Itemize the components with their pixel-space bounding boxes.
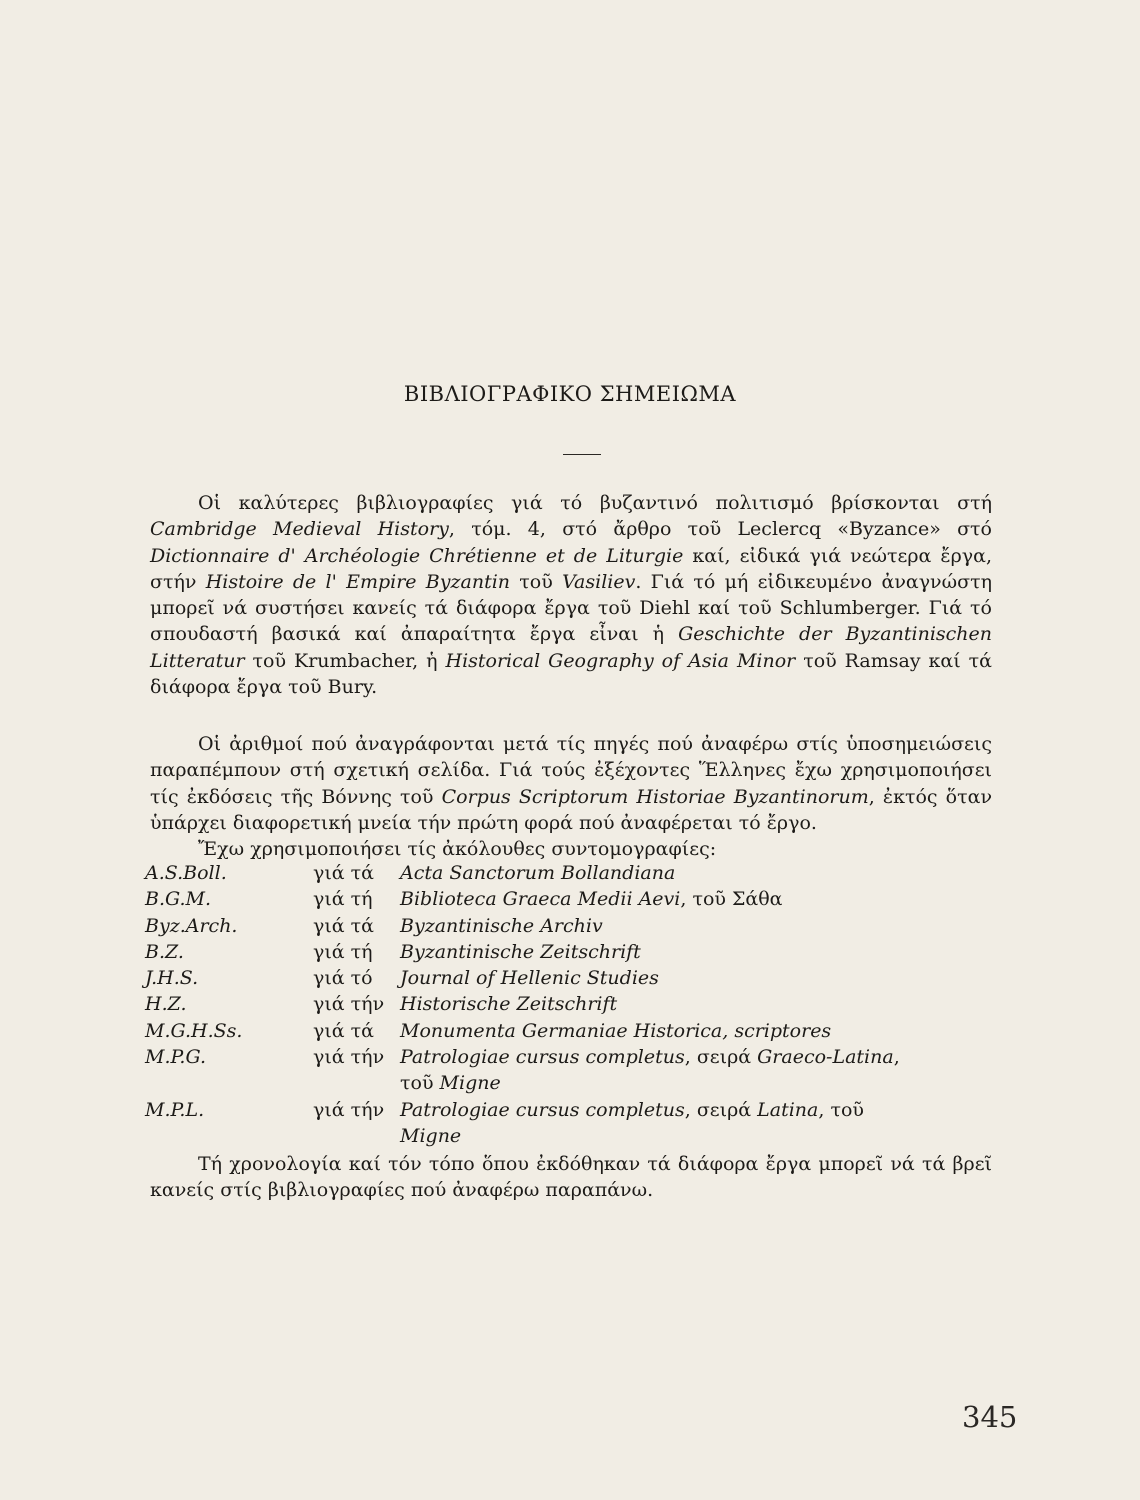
paragraph-2-text bbox=[150, 731, 992, 836]
abbreviation-row bbox=[145, 939, 905, 965]
page-number: 345 bbox=[962, 1400, 1018, 1434]
text-run-italic: Histoire de l' Empire Byzantin bbox=[205, 570, 511, 593]
paragraph-1-text bbox=[150, 490, 992, 700]
abbreviation-row bbox=[145, 913, 905, 939]
text-run-italic: Corpus Scriptorum Historiae Byzantinorum bbox=[441, 785, 869, 808]
abbreviation-title bbox=[400, 886, 905, 912]
abbreviation-title-italic: Migne bbox=[400, 1124, 462, 1147]
title-rule bbox=[563, 454, 601, 455]
text-run-italic: Geschichte der Byzantinischen Litteratur bbox=[150, 623, 992, 672]
abbreviation-title-text: , σειρά bbox=[684, 1046, 758, 1069]
abbreviations-table bbox=[145, 860, 905, 1149]
text-run-text: τοῦ Krumbacher, ἡ bbox=[244, 649, 446, 672]
abbreviations-intro-text: Ἔχω χρησιμοποιήσει τίς ἀκόλουθες συντομογραφίες: bbox=[198, 838, 717, 860]
abbreviations-intro bbox=[150, 836, 992, 862]
text-run-italic: Dictionnaire d' Archéologie Chrétienne et de Liturgie bbox=[150, 544, 684, 567]
abbreviation-code: J.H.S. bbox=[145, 967, 199, 990]
abbreviation-code: B.Z. bbox=[145, 940, 184, 963]
abbreviation-title-italic: Latina bbox=[757, 1098, 819, 1121]
abbreviation-title bbox=[400, 991, 905, 1017]
abbreviation-preposition: γιά τό bbox=[313, 967, 373, 990]
abbreviation-title-italic: Migne bbox=[439, 1072, 501, 1095]
abbreviation-title-italic: Patrologiae cursus completus bbox=[400, 1046, 685, 1069]
abbreviation-title-italic: Byzantinische Zeitschrift bbox=[400, 940, 641, 963]
abbreviation-title bbox=[400, 860, 905, 886]
abbreviation-code: A.S.Boll. bbox=[145, 862, 227, 884]
abbreviation-title-italic: Patrologiae cursus completus bbox=[400, 1098, 685, 1121]
abbreviation-preposition: γιά τά bbox=[313, 862, 375, 884]
abbreviation-title bbox=[400, 1097, 905, 1150]
abbreviation-preposition: γιά τή bbox=[313, 940, 373, 963]
abbreviation-title-text: , τοῦ Σάθα bbox=[680, 888, 783, 911]
text-run-text: , ἐκτός ὅταν ὑπάρχει διαφορετική μνεία τήν πρώτη φορά πού ἀναφέρεται τό ἔργο. bbox=[150, 785, 992, 834]
abbreviation-title-italic: Historische Zeitschrift bbox=[400, 993, 618, 1016]
abbreviation-code: B.G.M. bbox=[145, 888, 212, 911]
text-run-italic: Cambridge Medieval History bbox=[150, 518, 449, 541]
paragraph-closing bbox=[150, 1151, 992, 1204]
abbreviation-row bbox=[145, 1097, 905, 1150]
abbreviation-title-italic: Monumenta Germaniae Historica, scriptores bbox=[400, 1019, 832, 1042]
abbreviation-title bbox=[400, 939, 905, 965]
abbreviation-code: M.P.G. bbox=[145, 1046, 207, 1069]
text-run-text: . Γιά τό μή εἰδικευμένο ἀναγνώστη μπορεῖ νά συστήσει κανείς τά διάφορα ἔργα τοῦ Diehl καί τοῦ Schlumberger. Γιά τό σπουδαστή βασικά καί ἀπαραίτητα ἔργα εἶναι ἡ bbox=[150, 570, 992, 646]
text-run-italic: Vasiliev bbox=[562, 570, 636, 593]
text-run-text: , τόμ. 4, στό ἄρθρο τοῦ Leclercq «Byzance» στό bbox=[448, 518, 992, 541]
abbreviation-title-text: , σειρά bbox=[684, 1098, 758, 1121]
abbreviation-preposition: γιά τά bbox=[313, 1019, 375, 1042]
abbreviation-title-italic: Byzantinische Archiv bbox=[400, 914, 603, 937]
abbreviation-title-italic: Acta Sanctorum Bollandiana bbox=[400, 862, 676, 884]
abbreviation-title-text: , τοῦ bbox=[400, 1046, 900, 1095]
abbreviation-code: Byz.Arch. bbox=[145, 914, 238, 937]
abbreviation-title bbox=[400, 965, 905, 991]
abbreviation-row bbox=[145, 991, 905, 1017]
text-run-text: τοῦ Ramsay καί τά διάφορα ἔργα τοῦ Bury. bbox=[150, 649, 992, 699]
abbreviation-preposition: γιά τή bbox=[313, 888, 373, 911]
abbreviation-row bbox=[145, 860, 905, 886]
abbreviations-list bbox=[145, 860, 905, 1149]
abbreviation-preposition: γιά τήν bbox=[313, 1098, 385, 1121]
abbreviation-title bbox=[400, 913, 905, 939]
paragraph-bibliographies bbox=[150, 490, 992, 700]
abbreviation-preposition: γιά τήν bbox=[313, 1046, 385, 1069]
abbreviation-preposition: γιά τά bbox=[313, 914, 375, 937]
abbreviation-title-text: , τοῦ bbox=[818, 1098, 864, 1121]
text-run-italic: Historical Geography of Asia Minor bbox=[445, 649, 796, 672]
abbreviation-code: H.Z. bbox=[145, 993, 187, 1016]
abbreviation-title-italic: Graeco-Latina bbox=[757, 1046, 894, 1069]
text-run-text: τοῦ bbox=[510, 570, 563, 593]
abbreviation-row bbox=[145, 886, 905, 912]
abbreviation-preposition: γιά τήν bbox=[313, 993, 385, 1016]
text-run-text: καί, εἰδικά γιά νεώτερα ἔργα, στήν bbox=[150, 544, 992, 593]
page-title: ΒΙΒΛΙΟΓΡΑΦΙΚΟ ΣΗΜΕΙΩΜΑ bbox=[403, 382, 737, 406]
paragraph-references bbox=[150, 731, 992, 836]
abbreviation-code: M.G.H.Ss. bbox=[145, 1019, 243, 1042]
closing-text: Τή χρονολογία καί τόν τόπο ὅπου ἐκδόθηκαν τά διάφορα ἔργα μπορεῖ νά τά βρεῖ κανείς στίς βιβλιογραφίες πού ἀναφέρω παραπάνω. bbox=[150, 1153, 992, 1202]
abbreviation-row bbox=[145, 1018, 905, 1044]
abbreviation-title-italic: Biblioteca Graeca Medii Aevi bbox=[400, 888, 681, 911]
abbreviation-title bbox=[400, 1044, 905, 1097]
abbreviation-row bbox=[145, 965, 905, 991]
abbreviation-row bbox=[145, 1044, 905, 1097]
text-run-text: Οἱ ἀριθμοί πού ἀναγράφονται μετά τίς πηγές πού ἀναφέρω στίς ὑποσημειώσεις παραπέμπουν στή σχετική σελίδα. Γιά τούς ἐξέχοντες Ἕλληνες ἔχω χρησιμοποιήσει τίς ἐκδόσεις τῆς Βόννης τοῦ bbox=[150, 733, 992, 808]
abbreviation-title bbox=[400, 1018, 905, 1044]
text-run-text: Οἱ καλύτερες βιβλιογραφίες γιά τό βυζαντινό πολιτισμό βρίσκονται στή bbox=[198, 492, 992, 514]
abbreviation-code: M.P.L. bbox=[145, 1098, 205, 1121]
abbreviation-title-italic: Journal of Hellenic Studies bbox=[400, 967, 659, 990]
